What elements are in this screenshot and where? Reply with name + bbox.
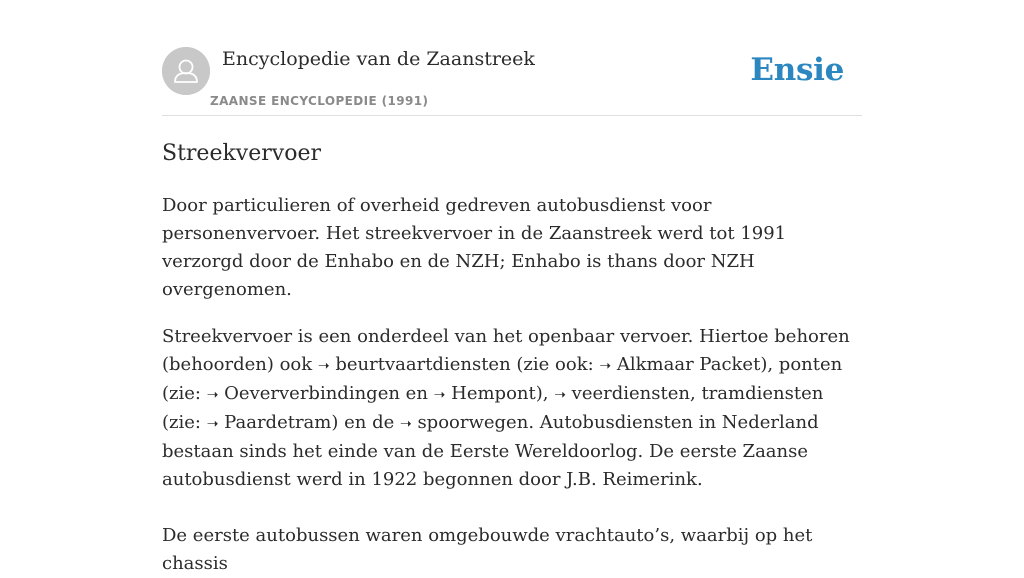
source-subtitle: ZAANSE ENCYCLOPEDIE (1991) [210, 94, 429, 108]
user-avatar-icon[interactable] [162, 47, 210, 95]
crossref-label: veerdiensten [571, 383, 690, 404]
crossref-link-spoorwegen[interactable] [400, 412, 528, 433]
paragraph-text: ), ponten (zie: [162, 354, 843, 404]
paragraph-text: Streekvervoer is een onderdeel van het openbaar vervoer. Hiertoe behoren (behoorden) ook [162, 326, 850, 375]
crossref-link-veerdiensten[interactable] [554, 383, 690, 404]
article-title: Streekvervoer [162, 141, 321, 166]
crossref-label: spoorwegen [417, 412, 529, 433]
paragraph-text: . Autobusdiensten in Nederland bestaan sinds het einde van de Eerste Wereldoorlog. De eerste Zaanse autobusdienst werd in 1922 begonnen door J.B. Reimerink. [162, 412, 819, 490]
ensie-logo[interactable]: Ensie [750, 52, 844, 88]
crossref-label: Alkmaar Packet [616, 354, 761, 375]
arrow-right-icon: ➝ [317, 358, 330, 374]
arrow-right-icon: ➝ [554, 387, 566, 403]
article-paragraph: De eerste autobussen waren omgebouwde vrachtauto’s, waarbij op het chassis [162, 525, 813, 574]
article-paragraph [162, 323, 862, 494]
arrow-right-icon: ➝ [599, 358, 612, 374]
paragraph-text: (zie ook: [510, 354, 600, 375]
crossref-label: Paardetram [224, 412, 332, 433]
article-paragraph: Door particulieren of overheid gedreven autobusdienst voor personenvervoer. Het streekvervoer in de Zaanstreek werd tot 1991 verzorgd door de Enhabo en de NZH; Enhabo is thans door NZH overgenomen. [162, 195, 787, 300]
crossref-label: Oeververbindingen [224, 383, 400, 404]
source-title[interactable]: Encyclopedie van de Zaanstreek [222, 48, 535, 70]
crossref-link-alkmaar-packet[interactable] [599, 354, 760, 375]
crossref-link-hempont[interactable] [434, 383, 536, 404]
paragraph-text: , tramdiensten (zie: [162, 383, 824, 433]
crossref-label: beurtvaartdiensten [335, 354, 511, 375]
crossref-link-paardetram[interactable] [207, 412, 332, 433]
crossref-link-beurtvaartdiensten[interactable] [318, 354, 511, 375]
article [162, 138, 862, 578]
crossref-link-oeververbindingen[interactable] [207, 383, 400, 404]
paragraph-text: ), [535, 383, 555, 404]
arrow-right-icon: ➝ [206, 416, 219, 432]
arrow-right-icon: ➝ [206, 387, 219, 403]
crossref-label: Hempont [451, 383, 536, 404]
arrow-right-icon: ➝ [399, 416, 412, 432]
arrow-right-icon: ➝ [433, 387, 446, 403]
paragraph-text: en [399, 383, 434, 404]
source-header [162, 47, 862, 116]
paragraph-text: ) en de [331, 412, 400, 433]
